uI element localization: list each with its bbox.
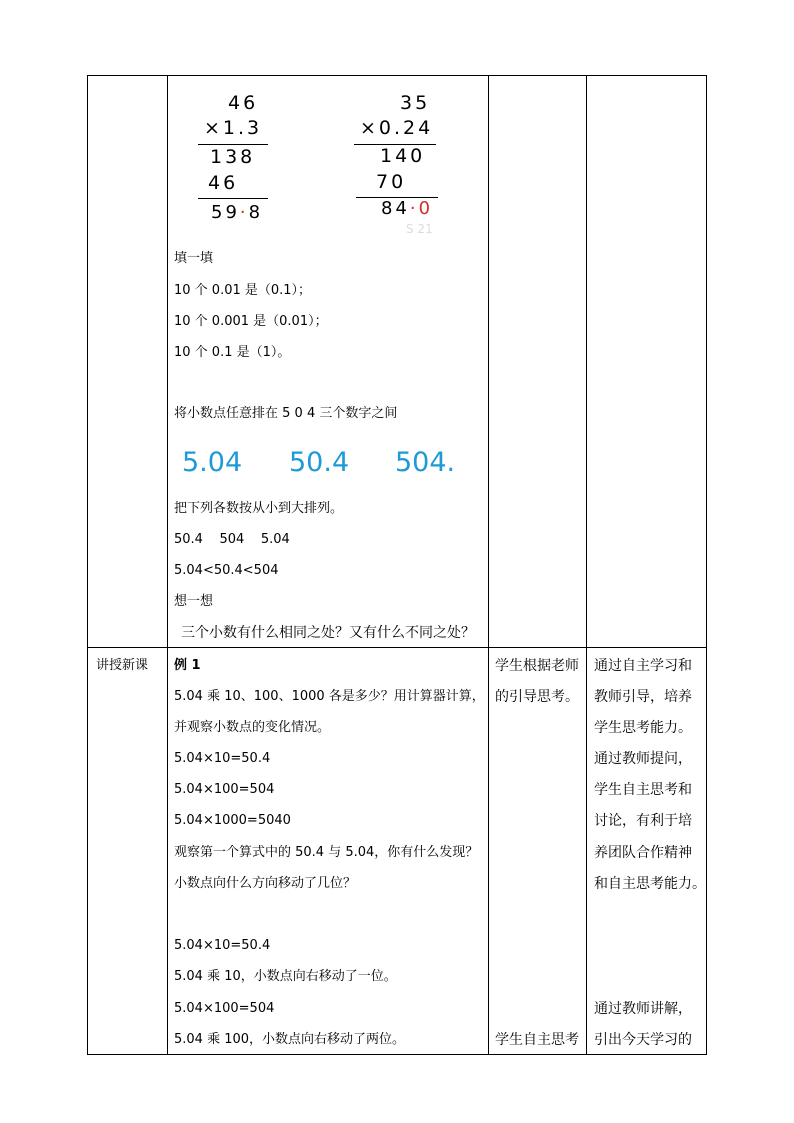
row-divider — [87, 647, 707, 648]
design-intent-2: 教师引导，培养 — [594, 689, 692, 705]
sort-answer: 5.04<50.4<504 — [174, 563, 279, 578]
conclusion-1: 5.04 乘 10，小数点向右移动了一位。 — [174, 969, 397, 984]
observation-2: 小数点向什么方向移动了几位？ — [174, 876, 357, 891]
student-activity-2: 的引导思考。 — [495, 689, 579, 705]
design-intent-3: 学生思考能力。 — [594, 720, 692, 736]
calc2-result-tail: 0 — [418, 198, 434, 219]
table-bottom-border — [87, 1054, 707, 1055]
table-left-border — [87, 75, 88, 1055]
fill-line-1: 10 个 0.01 是（0.1）； — [174, 283, 312, 298]
example-question-1: 5.04 乘 10、100、1000 各是多少？用计算器计算， — [174, 689, 485, 704]
calc2-decimal-point: · — [409, 198, 419, 219]
example-question-2: 并观察小数点的变化情况。 — [174, 720, 331, 735]
design-intent-5: 学生自主思考和 — [594, 782, 692, 798]
calc1-multiplicand: 46 — [228, 92, 259, 114]
fill-line-2: 10 个 0.001 是（0.01）； — [174, 314, 328, 329]
think-question: 三个小数有什么相同之处？又有什么不同之处？ — [181, 625, 475, 641]
design-intent-10: 引出今天学习的 — [594, 1032, 692, 1048]
equation-3: 5.04×1000=5040 — [174, 813, 291, 828]
conclusion-2: 5.04 乘 100，小数点向右移动了两位。 — [174, 1032, 406, 1047]
sort-prompt: 把下列各数按从小到大排列。 — [174, 501, 344, 516]
equation-5: 5.04×100=504 — [174, 1001, 275, 1016]
design-intent-8: 和自主思考能力。 — [594, 876, 706, 892]
watermark-logo: S 21 — [406, 222, 433, 236]
design-intent-9: 通过教师讲解， — [594, 1001, 692, 1017]
equation-1: 5.04×10=50.4 — [174, 751, 271, 766]
calc1-result-main: 59 — [211, 202, 240, 223]
calc1-result-tail: 8 — [248, 202, 264, 223]
fill-heading: 填一填 — [174, 251, 214, 266]
calc2-partial-1: 140 — [380, 145, 426, 167]
equation-2: 5.04×100=504 — [174, 782, 275, 797]
table-right-border — [706, 75, 707, 1055]
calc1-multiplier: ×1.3 — [204, 117, 263, 139]
calc1-rule-2 — [198, 198, 268, 199]
student-activity-1: 学生根据老师 — [495, 658, 579, 674]
calc2-partial-2: 70 — [376, 171, 407, 193]
design-intent-4: 通过教师提问， — [594, 751, 692, 767]
equation-4: 5.04×10=50.4 — [174, 938, 271, 953]
example-heading: 例 1 — [174, 658, 201, 673]
calc1-result — [211, 202, 263, 223]
observation-1: 观察第一个算式中的 50.4 与 5.04，你有什么发现？ — [174, 845, 479, 860]
student-activity-3: 学生自主思考 — [495, 1032, 579, 1048]
column-divider-3 — [586, 75, 587, 1055]
row-label-new-lesson: 讲授新课 — [96, 658, 149, 673]
calc2-result-main: 84 — [381, 198, 410, 219]
calc1-rule-1 — [198, 144, 268, 145]
design-intent-6: 讨论，有利于培 — [594, 813, 692, 829]
arrange-prompt: 将小数点任意排在 5 0 4 三个数字之间 — [174, 406, 398, 421]
sort-values: 50.4 504 5.04 — [174, 532, 290, 547]
table-top-border — [87, 75, 707, 76]
column-divider-2 — [488, 75, 489, 1055]
arranged-number-3: 504. — [395, 447, 456, 478]
fill-line-3: 10 个 0.1 是（1）。 — [174, 345, 291, 360]
design-intent-7: 养团队合作精神 — [594, 845, 692, 861]
calc2-multiplier: ×0.24 — [360, 117, 434, 139]
think-heading: 想一想 — [174, 594, 214, 609]
calc2-multiplicand: 35 — [400, 92, 431, 114]
calc1-decimal-point: · — [239, 202, 249, 223]
calc1-partial-2: 46 — [208, 172, 239, 194]
calc1-partial-1: 138 — [210, 146, 256, 168]
calc2-result — [381, 198, 433, 219]
arranged-number-2: 50.4 — [289, 447, 350, 478]
column-divider-1 — [167, 75, 168, 1055]
arranged-number-1: 5.04 — [182, 447, 243, 478]
design-intent-1: 通过自主学习和 — [594, 658, 692, 674]
